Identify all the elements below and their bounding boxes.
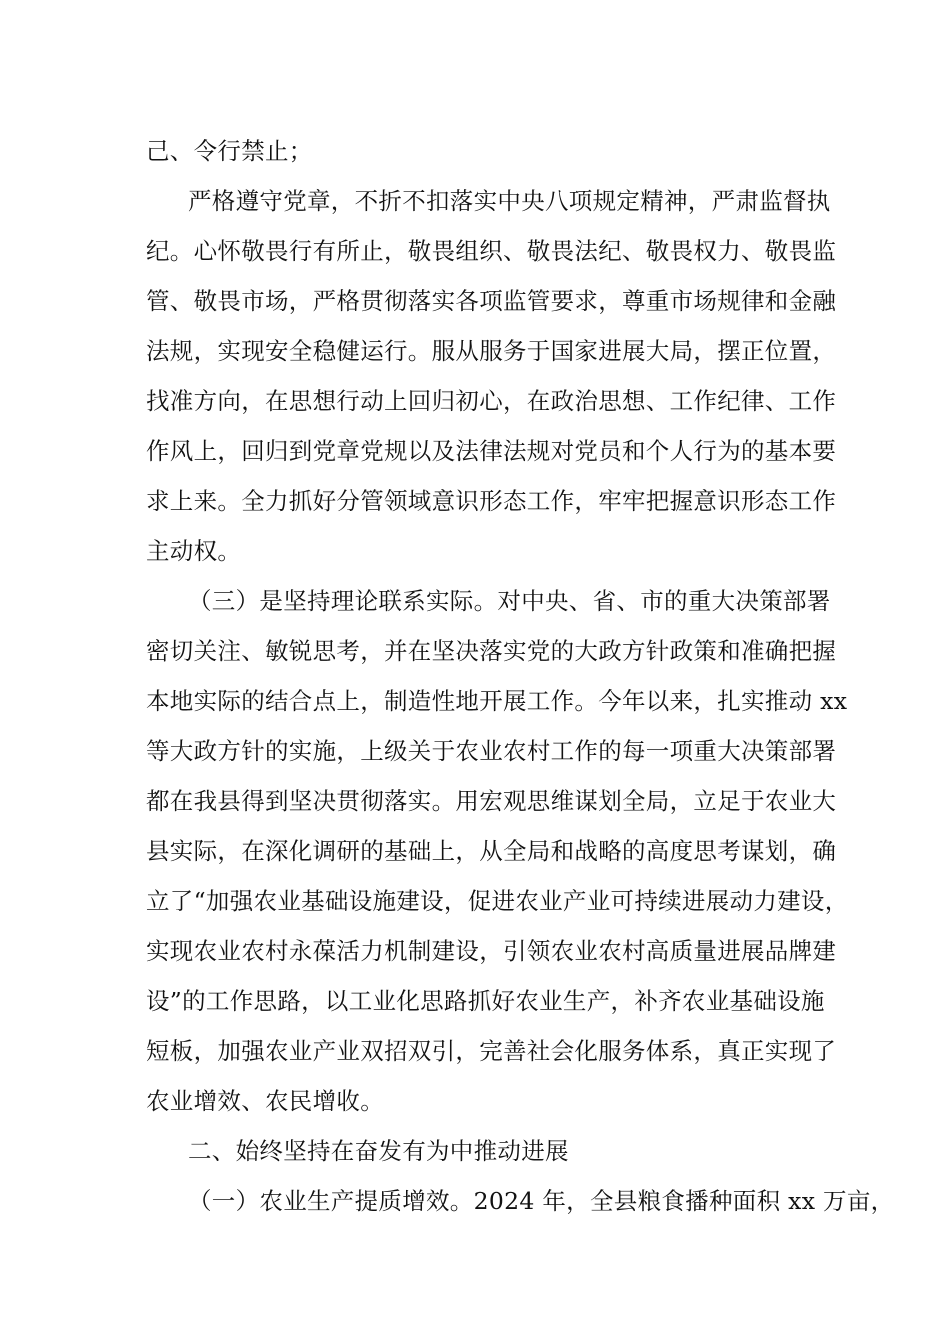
paragraph-line: 法规，实现安全稳健运行。服从服务于国家进展大局，摆正位置， — [146, 337, 837, 365]
paragraph-line: 找准方向，在思想行动上回归初心，在政治思想、工作纪律、工作 — [146, 387, 837, 415]
paragraph-line: 管、敬畏市场，严格贯彻落实各项监管要求，尊重市场规律和金融 — [146, 287, 837, 315]
paragraph-line: 县实际，在深化调研的基础上，从全局和战略的高度思考谋划，确 — [146, 837, 837, 865]
paragraph-line: 短板，加强农业产业双招双引，完善社会化服务体系，真正实现了 — [146, 1037, 837, 1065]
paragraph-line: 严格遵守党章，不折不扣落实中央八项规定精神，严肃监督执 — [188, 187, 831, 215]
paragraph-line: 作风上，回归到党章党规以及法律法规对党员和个人行为的基本要 — [146, 437, 837, 465]
paragraph-line: 农业增效、农民增收。 — [146, 1087, 384, 1115]
paragraph-line: 求上来。全力抓好分管领域意识形态工作，牢牢把握意识形态工作 — [146, 487, 837, 515]
paragraph-line: 纪。心怀敬畏行有所止，敬畏组织、敬畏法纪、敬畏权力、敬畏监 — [146, 237, 837, 265]
paragraph-line: 主动权。 — [146, 537, 242, 565]
paragraph-line: （一）农业生产提质增效。2024 年，全县粮食播种面积 xx 万亩， — [188, 1187, 895, 1215]
paragraph-line: 实现农业农村永葆活力机制建设，引领农业农村高质量进展品牌建 — [146, 937, 837, 965]
paragraph-line: （三）是坚持理论联系实际。对中央、省、市的重大决策部署 — [188, 587, 831, 615]
paragraph-line: 密切关注、敏锐思考，并在坚决落实党的大政方针政策和准确把握 — [146, 637, 837, 665]
paragraph-line: 等大政方针的实施，上级关于农业农村工作的每一项重大决策部署 — [146, 737, 837, 765]
paragraph-line: 本地实际的结合点上，制造性地开展工作。今年以来，扎实推动 xx — [146, 687, 848, 715]
paragraph-line: 都在我县得到坚决贯彻落实。用宏观思维谋划全局，立足于农业大 — [146, 787, 837, 815]
paragraph-line: 立了“加强农业基础设施建设，促进农业产业可持续进展动力建设， — [146, 887, 849, 915]
paragraph-line: 设”的工作思路，以工业化思路抓好农业生产，补齐农业基础设施 — [146, 987, 825, 1015]
section-heading: 二、始终坚持在奋发有为中推动进展 — [188, 1137, 569, 1165]
paragraph-line: 己、令行禁止； — [146, 137, 313, 165]
